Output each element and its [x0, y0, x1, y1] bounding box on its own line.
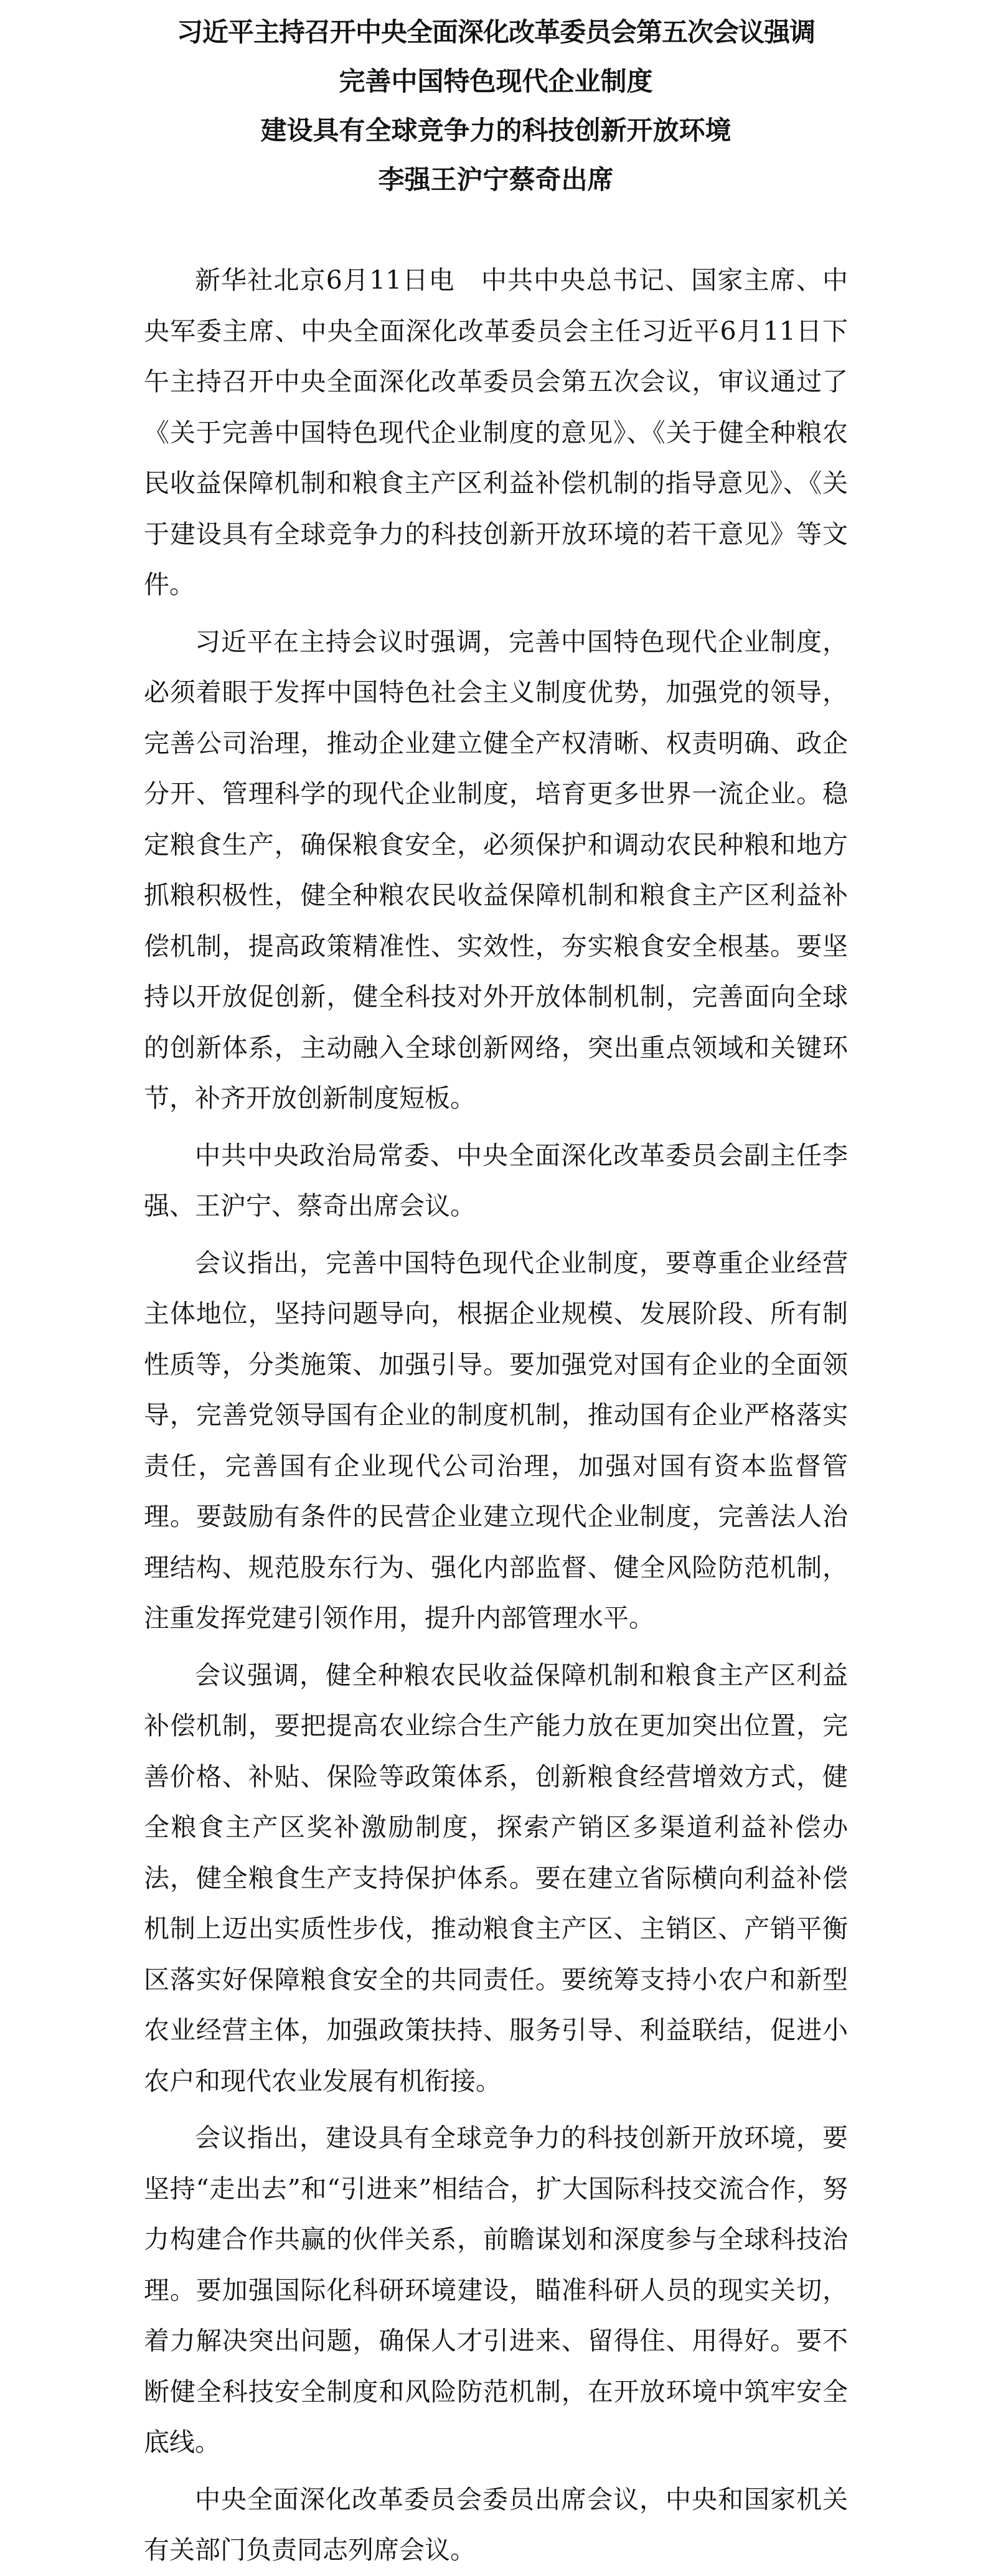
paragraph-emphasis: 习近平在主持会议时强调，完善中国特色现代企业制度，必须着眼于发挥中国特色社会主义制度优势，加强党的领导，完善公司治理，推动企业建立健全产权清晰、权责明确、政企分开、管理科学的现代企业制度，培育更多世界一流企业。稳定粮食生产，确保粮食安全，必须保护和调动农民种粮和地方抓粮积极性，健全种粮农民收益保障机制和粮食主产区利益补偿机制，提高政策精准性、实效性，夯实粮食安全根基。要坚持以开放促创新，健全科技对外开放体制机制，完善面向全球的创新体系，主动融入全球创新网络，突出重点领域和关键环节，补齐开放创新制度短板。	[144, 626, 848, 1113]
paragraph-enterprise-system: 会议指出，完善中国特色现代企业制度，要尊重企业经营主体地位，坚持问题导向，根据企业规模、发展阶段、所有制性质等，分类施策、加强引导。要加强党对国有企业的全面领导，完善党领导国有企业的制度机制，推动国有企业严格落实责任，完善国有企业现代公司治理，加强对国有资本监督管理。要鼓励有条件的民营企业建立现代企业制度，完善法人治理结构、规范股东行为、强化内部监督、健全风险防范机制，注重发挥党建引领作用，提升内部管理水平。	[144, 1248, 848, 1633]
headline-attendees: 李强王沪宁蔡奇出席	[378, 164, 614, 195]
article-body	[144, 255, 848, 2576]
paragraph-dateline: 新华社北京6月11日电 中共中央总书记、国家主席、中央军委主席、中央全面深化改革委员会主任习近平6月11日下午主持召开中央全面深化改革委员会第五次会议，审议通过了《关于完善中国特色现代企业制度的意见》、《关于健全种粮农民收益保障机制和粮食主产区利益补偿机制的指导意见》、《关于建设具有全球竞争力的科技创新开放环境的若干意见》等文件。	[144, 265, 848, 599]
paragraph-attendance: 中共中央政治局常委、中央全面深化改革委员会副主任李强、王沪宁、蔡奇出席会议。	[144, 1140, 848, 1221]
headline	[144, 0, 848, 204]
headline-main: 习近平主持召开中央全面深化改革委员会第五次会议强调	[176, 17, 815, 47]
paragraph-grain-compensation: 会议强调，健全种粮农民收益保障机制和粮食主产区利益补偿机制，要把提高农业综合生产能力放在更加突出位置，完善价格、补贴、保险等政策体系，创新粮食经营增效方式，健全粮食主产区奖补激励制度，探索产销区多渠道利益补偿办法，健全粮食生产支持保护体系。要在建立省际横向利益补偿机制上迈出实质性步伐，推动粮食主产区、主销区、产销平衡区落实好保障粮食安全的共同责任。要统筹支持小农户和新型农业经营主体，加强政策扶持、服务引导、利益联结，促进小农户和现代农业发展有机衔接。	[144, 1660, 848, 2096]
paragraph-closing: 中央全面深化改革委员会委员出席会议，中央和国家机关有关部门负责同志列席会议。	[144, 2484, 848, 2565]
paragraph-open-innovation: 会议指出，建设具有全球竞争力的科技创新开放环境，要坚持“走出去”和“引进来”相结合，扩大国际科技交流合作，努力构建合作共赢的伙伴关系，前瞻谋划和深度参与全球科技治理。要加强国际化科研环境建设，瞄准科研人员的现实关切，着力解决突出问题，确保人才引进来、留得住、用得好。要不断健全科技安全制度和风险防范机制，在开放环境中筑牢安全底线。	[144, 2123, 848, 2457]
headline-sub-2: 建设具有全球竞争力的科技创新开放环境	[260, 115, 732, 146]
headline-sub-1: 完善中国特色现代企业制度	[339, 66, 653, 96]
